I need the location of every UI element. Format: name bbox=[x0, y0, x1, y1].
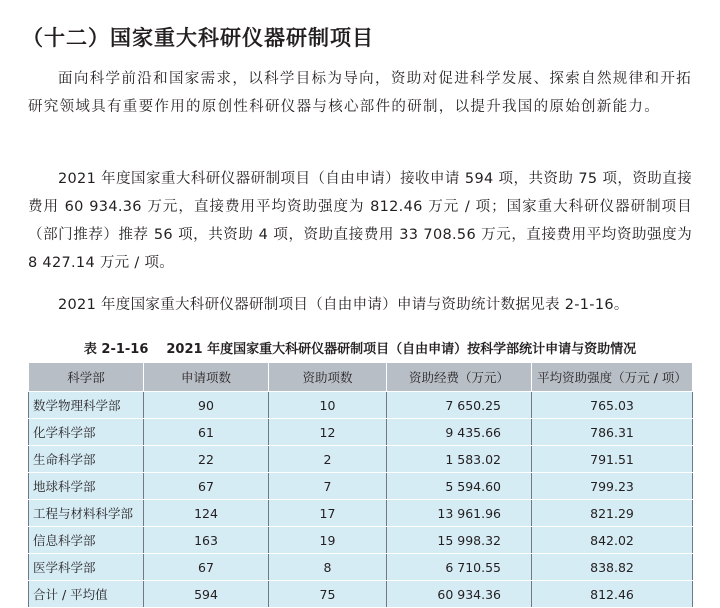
cell-applications: 163 bbox=[144, 527, 269, 554]
cell-funding: 5 594.60 bbox=[387, 473, 532, 500]
summary-paragraph: 2021 年度国家重大科研仪器研制项目（自由申请）接收申请 594 项，共资助 75 项，资助直接费用 60 934.36 万元，直接费用平均资助强度为 812.46 万元 / 项；国家重大科研仪器研制项目（部门推荐）推荐 56 项，共资助 4 项，资助直接费用 33 708.56 万元，直接费用平均资助强度为 8 427.14 万元 / 项。 bbox=[28, 171, 692, 271]
table-row bbox=[29, 473, 693, 500]
cell-applications: 594 bbox=[144, 581, 269, 608]
cell-funded: 10 bbox=[269, 392, 387, 419]
cell-funded: 19 bbox=[269, 527, 387, 554]
cell-department: 地球科学部 bbox=[29, 473, 144, 500]
cell-funding: 13 961.96 bbox=[387, 500, 532, 527]
table-reference-paragraph: 2021 年度国家重大科研仪器研制项目（自由申请）申请与资助统计数据见表 2-1-16。 bbox=[58, 297, 629, 313]
cell-funding: 6 710.55 bbox=[387, 554, 532, 581]
statistics-table bbox=[28, 362, 693, 608]
cell-avg-intensity: 821.29 bbox=[532, 500, 693, 527]
cell-funded: 8 bbox=[269, 554, 387, 581]
cell-funding: 7 650.25 bbox=[387, 392, 532, 419]
table-row bbox=[29, 419, 693, 446]
table-row bbox=[29, 554, 693, 581]
table-total-row bbox=[29, 581, 693, 608]
cell-applications: 61 bbox=[144, 419, 269, 446]
intro-paragraph: 面向科学前沿和国家需求，以科学目标为导向，资助对促进科学发展、探索自然规律和开拓研究领域具有重要作用的原创性科研仪器与核心部件的研制，以提升我国的原始创新能力。 bbox=[28, 71, 692, 115]
cell-avg-intensity: 791.51 bbox=[532, 446, 693, 473]
cell-applications: 67 bbox=[144, 473, 269, 500]
cell-avg-intensity: 799.23 bbox=[532, 473, 693, 500]
cell-applications: 90 bbox=[144, 392, 269, 419]
cell-funded: 75 bbox=[269, 581, 387, 608]
table-row bbox=[29, 392, 693, 419]
table-row bbox=[29, 446, 693, 473]
table-header-row bbox=[29, 363, 693, 392]
cell-funded: 17 bbox=[269, 500, 387, 527]
cell-funded: 12 bbox=[269, 419, 387, 446]
section-heading: （十二）国家重大科研仪器研制项目 bbox=[22, 26, 374, 50]
cell-funding: 1 583.02 bbox=[387, 446, 532, 473]
cell-department: 生命科学部 bbox=[29, 446, 144, 473]
cell-avg-intensity: 786.31 bbox=[532, 419, 693, 446]
cell-avg-intensity: 838.82 bbox=[532, 554, 693, 581]
col-header-funding: 资助经费（万元） bbox=[387, 363, 532, 392]
cell-avg-intensity: 765.03 bbox=[532, 392, 693, 419]
cell-department: 医学科学部 bbox=[29, 554, 144, 581]
cell-department: 合计 / 平均值 bbox=[29, 581, 144, 608]
table-caption bbox=[28, 338, 692, 357]
cell-applications: 22 bbox=[144, 446, 269, 473]
table-row bbox=[29, 500, 693, 527]
cell-funding: 15 998.32 bbox=[387, 527, 532, 554]
cell-applications: 124 bbox=[144, 500, 269, 527]
cell-funded: 2 bbox=[269, 446, 387, 473]
cell-funded: 7 bbox=[269, 473, 387, 500]
table-caption-title: 2021 年度国家重大科研仪器研制项目（自由申请）按科学部统计申请与资助情况 bbox=[166, 342, 637, 357]
col-header-avg-intensity: 平均资助强度（万元 / 项） bbox=[532, 363, 693, 392]
col-header-department: 科学部 bbox=[29, 363, 144, 392]
cell-applications: 67 bbox=[144, 554, 269, 581]
cell-department: 信息科学部 bbox=[29, 527, 144, 554]
cell-avg-intensity: 812.46 bbox=[532, 581, 693, 608]
table-row bbox=[29, 527, 693, 554]
table-caption-number: 表 2-1-16 bbox=[83, 342, 149, 357]
cell-department: 化学科学部 bbox=[29, 419, 144, 446]
col-header-funded: 资助项数 bbox=[269, 363, 387, 392]
cell-department: 工程与材料科学部 bbox=[29, 500, 144, 527]
cell-avg-intensity: 842.02 bbox=[532, 527, 693, 554]
col-header-applications: 申请项数 bbox=[144, 363, 269, 392]
cell-department: 数学物理科学部 bbox=[29, 392, 144, 419]
cell-funding: 60 934.36 bbox=[387, 581, 532, 608]
cell-funding: 9 435.66 bbox=[387, 419, 532, 446]
